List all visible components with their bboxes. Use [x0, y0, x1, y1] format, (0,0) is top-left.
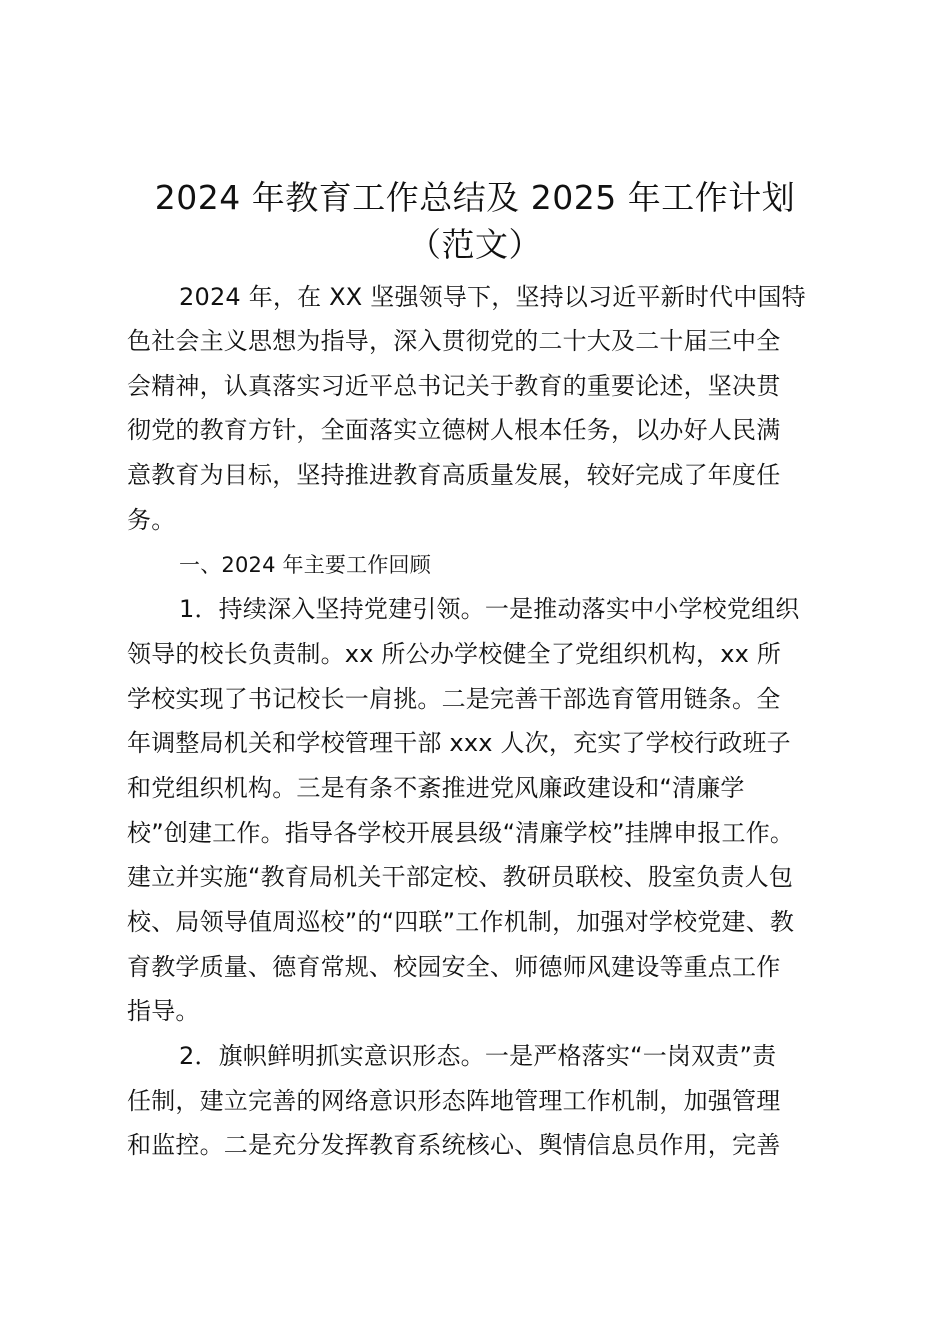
paragraph-line: 指导。 [127, 997, 200, 1025]
paragraph-line: 1．持续深入坚持党建引领。一是推动落实中小学校党组织 [179, 595, 800, 623]
paragraph-line: 2．旗帜鲜明抓实意识形态。一是严格落实“一岗双责”责 [179, 1042, 777, 1070]
document-title: 2024 年教育工作总结及 2025 年工作计划 [154, 178, 796, 217]
paragraph-line: 领导的校长负责制。xx 所公办学校健全了党组织机构，xx 所 [127, 640, 782, 668]
paragraph-line: 年调整局机关和学校管理干部 xxx 人次，充实了学校行政班子 [127, 729, 791, 757]
document-subtitle: （范文） [408, 225, 542, 264]
paragraph-line: 和党组织机构。三是有条不紊推进党风廉政建设和“清廉学 [127, 774, 745, 802]
section-heading: 一、2024 年主要工作回顾 [179, 553, 431, 577]
paragraph-line: 育教学质量、德育常规、校园安全、师德师风建设等重点工作 [127, 953, 781, 981]
paragraph-line: 校、局领导值周巡校”的“四联”工作机制，加强对学校党建、教 [127, 908, 795, 936]
paragraph-line: 校”创建工作。指导各学校开展县级“清廉学校”挂牌申报工作。 [127, 819, 795, 847]
paragraph-line: 会精神，认真落实习近平总书记关于教育的重要论述，坚决贯 [127, 372, 781, 400]
paragraph-line: 色社会主义思想为指导，深入贯彻党的二十大及二十届三中全 [127, 327, 781, 355]
paragraph-line: 和监控。二是充分发挥教育系统核心、舆情信息员作用，完善 [127, 1131, 781, 1159]
paragraph-line: 2024 年，在 XX 坚强领导下，坚持以习近平新时代中国特 [179, 283, 806, 311]
paragraph-line: 建立并实施“教育局机关干部定校、教研员联校、股室负责人包 [127, 863, 794, 891]
paragraph-line: 务。 [127, 506, 176, 534]
paragraph-line: 意教育为目标，坚持推进教育高质量发展，较好完成了年度任 [127, 461, 781, 489]
paragraph-line: 任制，建立完善的网络意识形态阵地管理工作机制，加强管理 [127, 1087, 781, 1115]
paragraph-line: 学校实现了书记校长一肩挑。二是完善干部选育管用链条。全 [127, 685, 781, 713]
paragraph-line: 彻党的教育方针，全面落实立德树人根本任务，以办好人民满 [127, 416, 781, 444]
